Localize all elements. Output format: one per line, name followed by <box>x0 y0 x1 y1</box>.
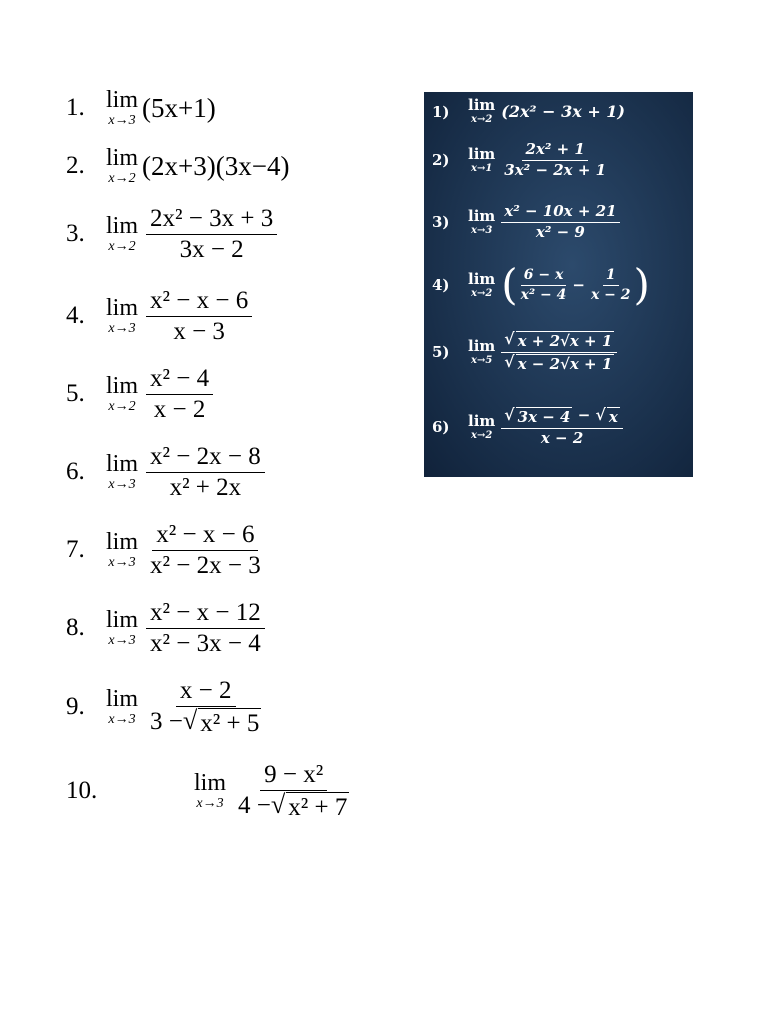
limit-operator: lim x→3 <box>106 529 139 570</box>
panel-problem-5 <box>432 330 617 374</box>
problem-number: 1) <box>432 102 450 121</box>
limit-operator: lim x→2 <box>106 145 139 186</box>
problem-number: 9. <box>66 693 85 720</box>
limit-operator: lim x→2 <box>468 411 496 441</box>
problem-number: 3) <box>432 213 450 231</box>
problem-1 <box>66 88 216 128</box>
fraction: $\frac{\text{x² − x − 12}}{\text{x² − 3x − 4}}$ <box>146 598 265 658</box>
problem-number: 6) <box>432 418 450 436</box>
problem-number: 4) <box>432 276 450 294</box>
problem-3 <box>66 204 277 264</box>
problem-7 <box>66 520 265 580</box>
panel-problem-1 <box>432 98 625 125</box>
panel-problem-6 <box>432 406 623 448</box>
fraction: $\frac{\text{2x² − 3x + 3}}{3x - 2}$ <box>146 204 277 264</box>
left-paren: ( <box>501 260 518 309</box>
problem-number: 2. <box>66 152 85 179</box>
problem-panel-right <box>424 92 693 477</box>
problem-number: 8. <box>66 614 85 641</box>
limit-operator: lim x→1 <box>468 144 496 174</box>
limit-expression: (2x² − 3x + 1) <box>501 102 625 121</box>
fraction: √ 3x − 4 − √ x x − 2 <box>501 406 623 448</box>
fraction: $\frac{1}{x - 2}$ <box>590 267 631 303</box>
limit-operator: lim x→2 <box>468 96 496 125</box>
square-root: √ x <box>595 405 618 426</box>
square-root: √ 3x − 4 <box>504 405 571 426</box>
fraction: $\frac{\text{x² − x − 6}}{\text{x² − 2x − 3}}$ <box>150 521 261 579</box>
square-root: √ x − 2√x + 1 <box>504 351 613 373</box>
fraction: $\frac{\text{x² − 4}}{x - 2}$ <box>146 364 213 424</box>
square-root: √ x² + 5 <box>182 705 260 737</box>
limit-operator: lim x→3 <box>106 295 139 336</box>
limit-operator: lim x→2 <box>106 213 139 254</box>
square-root: √ x² + 7 <box>270 789 348 821</box>
problem-8 <box>66 598 265 658</box>
limit-operator: lim x→5 <box>468 336 496 366</box>
problem-2 <box>66 146 289 186</box>
limit-operator: lim x→3 <box>106 87 139 128</box>
problem-number: 6. <box>66 458 85 485</box>
problem-6 <box>66 442 265 502</box>
problem-number: 10. <box>66 777 98 804</box>
fraction: 2x² + 1 3x² − 2x + 1 <box>504 140 607 179</box>
problem-number: 2) <box>432 151 450 169</box>
problem-number: 5. <box>66 380 85 407</box>
limit-operator: lim x→3 <box>194 770 227 811</box>
problem-number: 7. <box>66 536 85 563</box>
problem-number: 4. <box>66 302 85 329</box>
limit-operator: lim x→3 <box>106 686 139 727</box>
limit-expression: (5x+1) <box>142 92 216 123</box>
problem-4 <box>66 286 252 346</box>
fraction: $\frac{\text{x² − 2x − 8}}{\text{x² + 2x}}$ <box>146 442 265 502</box>
fraction: x² − 10x + 21 x² − 9 <box>501 202 619 242</box>
panel-problem-2 <box>432 140 609 180</box>
problem-number: 5) <box>432 343 450 361</box>
fraction: x − 2 3 − √ x² + 5 <box>150 677 260 737</box>
limit-expression: (2x+3)(3x−4) <box>142 150 290 181</box>
problem-9 <box>66 676 265 738</box>
square-root: √ x + 2√x + 1 <box>504 329 613 350</box>
limit-operator: lim x→3 <box>468 206 496 236</box>
problem-number: 1. <box>66 94 85 121</box>
limit-operator: lim x→3 <box>106 451 139 492</box>
panel-problem-3 <box>432 202 620 242</box>
problem-10 <box>66 760 353 822</box>
fraction: 9 − x² 4 − √ x² + 7 <box>238 761 348 821</box>
limit-operator: lim x→2 <box>106 373 139 414</box>
problem-number: 3. <box>66 220 85 247</box>
problem-5 <box>66 364 213 424</box>
limit-operator: lim x→2 <box>468 269 496 299</box>
fraction: 6 − x x² − 4 <box>520 267 567 303</box>
panel-problem-4: 4) lim x→2 ( 6 − x x² − 4 − $\frac{1}{x - 2}$ ) <box>432 260 650 309</box>
right-paren: ) <box>633 260 650 309</box>
fraction: $\frac{\text{x² − x − 6}}{x - 3}$ <box>146 286 252 346</box>
limit-operator: lim x→3 <box>106 607 139 648</box>
fraction <box>501 330 617 374</box>
